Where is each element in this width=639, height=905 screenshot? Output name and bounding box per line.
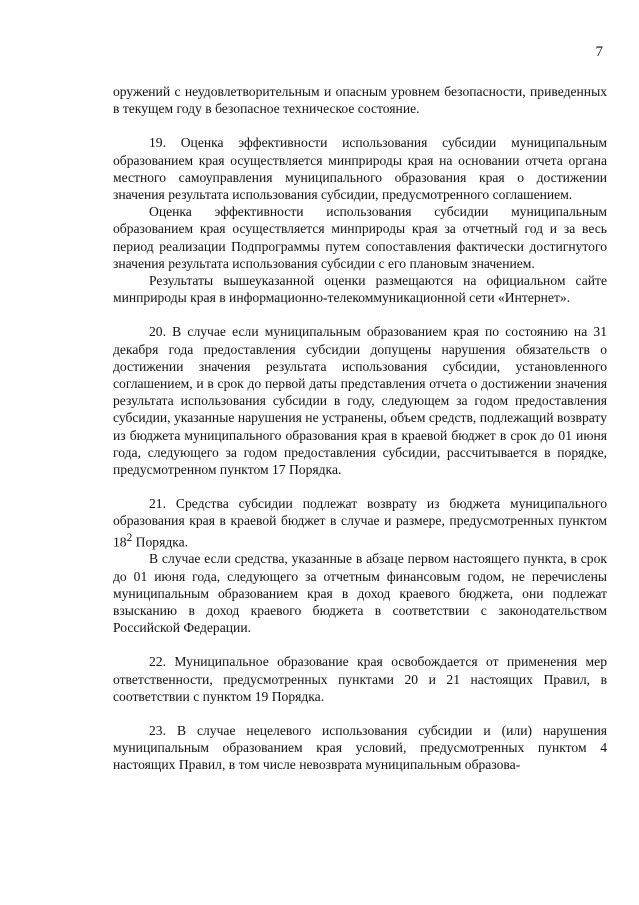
paragraph-21-text: 21. Средства субсидии подлежат возврату из бюджета муниципального образования края в краевой бюджет в случае и размере, предусмотренных пунктом 18	[113, 496, 607, 550]
paragraph-continuation: оружений с неудовлетворительным и опасным уровнем безопасности, приведенных в текущем году в безопасное техническое состояние.	[113, 84, 607, 117]
paragraph-21-tail: Порядка.	[132, 534, 189, 550]
document-body	[113, 83, 607, 774]
superscript-2: 2	[126, 531, 133, 544]
paragraph-22: 22. Муниципальное образование края освобождается от применения мер ответственности, предусмотренных пунктами 20 и 21 настоящих Правил, в соответствии с пунктом 19 Порядка.	[113, 654, 607, 704]
paragraph-20: 20. В случае если муниципальным образованием края по состоянию на 31 декабря года предоставления субсидии допущены нарушения обязательств о достижении значения результата использования субсидии, установленного соглашением, и в срок до первой даты представления отчета о достижении значения результата использования субсидии в году, следующем за годом предоставления субсидии, указанные нарушения не устранены, объем средств, подлежащий возврату из бюджета муниципального образования края в краевой бюджет в срок до 01 июня года, следующего за годом предоставления субсидии, рассчитывается в порядке, предусмотренном пунктом 17 Порядка.	[113, 324, 607, 478]
paragraph-19-evaluation: Оценка эффективности использования субсидии муниципальным образованием края осуществляется минприроды края за отчетный год и за весь период реализации Подпрограммы путем сопоставления фактически достигнутого значения результата использования субсидии с его плановым значением.	[113, 204, 607, 271]
paragraph-21-collection: В случае если средства, указанные в абзаце первом настоящего пункта, в срок до 01 июня года, следующего за отчетным финансовым годом, не перечислены муниципальным образованием края в доход краевого бюджета, они подлежат взысканию в доход краевого бюджета в соответствии с законодательством Российской Федерации.	[113, 551, 607, 636]
paragraph-23: 23. В случае нецелевого использования субсидии и (или) нарушения муниципальным образованием края условий, предусмотренных пунктом 4 настоящих Правил, в том числе невозврата муниципальным образова-	[113, 723, 607, 773]
paragraph-21	[113, 495, 607, 550]
page-number: 7	[595, 44, 603, 60]
paragraph-19-results: Результаты вышеуказанной оценки размещаются на официальном сайте минприроды края в информационно-телекоммуникационной сети «Интернет».	[113, 273, 607, 306]
paragraph-19: 19. Оценка эффективности использования субсидии муниципальным образованием края осуществляется минприроды края на основании отчета органа местного самоуправления муниципального образования края о достижении значения результата использования субсидии, предусмотренного соглашением.	[113, 135, 607, 203]
